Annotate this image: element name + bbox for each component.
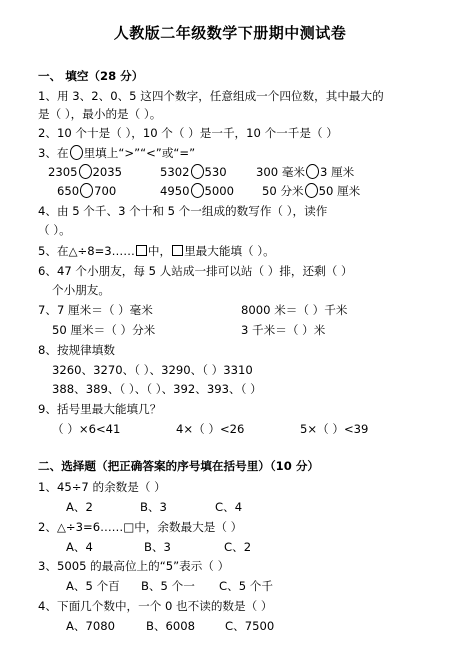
square-blank-icon (136, 245, 147, 256)
compare-item: 4950 5000 (160, 184, 235, 198)
q4-line2: （ ）。 (38, 223, 71, 237)
q6-line2: 个小朋友。 (52, 283, 110, 297)
q8-row1: 3260、3270、（ ）、3290、（ ）3310 (52, 363, 253, 377)
page-title: 人教版二年级数学下册期中测试卷 (113, 24, 347, 42)
c4-option: A、7080 (66, 619, 116, 633)
c2-option: A、4 (66, 540, 93, 554)
c4-option: B、6008 (146, 619, 196, 633)
compare-circle[interactable] (305, 183, 318, 198)
q7-item: 7、7 厘米＝（ ）毫米 (38, 303, 153, 317)
q9-item: 4×（ ）<26 (176, 422, 245, 436)
q9-item: （ ）×6<41 (52, 422, 121, 436)
q8-row2: 388、389、（ ）、（ ）、392、393、（ ） (52, 382, 262, 396)
q3-instruction (38, 145, 195, 161)
compare-circle[interactable] (79, 164, 92, 179)
q7-item: 3 千米＝（ ）米 (241, 323, 326, 337)
c1-option: A、2 (66, 500, 93, 514)
c1-option: B、3 (140, 500, 167, 514)
square-blank-icon (172, 245, 183, 256)
q8-heading: 8、按规律填数 (38, 343, 115, 357)
compare-circle[interactable] (306, 164, 319, 179)
section-2-heading: 二、选择题（把正确答案的序号填在括号里）（10 分） (38, 459, 320, 473)
compare-item: 5302 530 (160, 165, 227, 179)
c3-option: C、5 个千 (219, 579, 273, 593)
q5-text: 5、在△÷8=3…… 中， 里最大能填（ ）。 (38, 244, 275, 258)
c4-question: 4、下面几个数中，一个 0 也不读的数是（ ） (38, 599, 273, 613)
compare-item: 300 毫米 3 厘米 (256, 165, 355, 179)
q4-line1: 4、由 5 个千、3 个十和 5 个一组成的数写作（ ），读作 (38, 204, 328, 218)
q2-text: 2、10 个十是（ ），10 个（ ）是一千，10 个一千是（ ） (38, 126, 338, 140)
q7-item: 50 厘米＝（ ）分米 (52, 323, 156, 337)
c1-question: 1、45÷7 的余数是（ ） (38, 480, 166, 494)
c2-question: 2、△÷3=6……□中，余数最大是（ ） (38, 520, 243, 534)
q3-post: 里填上“>”“<”或“=” (83, 146, 196, 160)
compare-circle[interactable] (191, 183, 204, 198)
c2-option: C、2 (224, 540, 252, 554)
q1-line2: 是（ ），最小的是（ ）。 (38, 107, 162, 121)
compare-circle[interactable] (80, 183, 93, 198)
q7-item: 8000 米＝（ ）千米 (241, 303, 348, 317)
c3-option: A、5 个百 (66, 579, 120, 593)
q6-line1: 6、47 个小朋友，每 5 人站成一排可以站（ ）排，还剩（ ） (38, 264, 353, 278)
circle-blank-icon (70, 145, 83, 160)
q3-pre: 3、在 (38, 146, 69, 160)
compare-circle[interactable] (191, 164, 204, 179)
c3-question: 3、5005 的最高位上的“5”表示（ ） (38, 559, 230, 573)
q1-line1: 1、用 3、2、0、5 这四个数字，任意组成一个四位数，其中最大的 (38, 89, 384, 103)
compare-item: 50 分米 50 厘米 (262, 184, 361, 198)
q9-item: 5×（ ）<39 (300, 422, 369, 436)
c2-option: B、3 (144, 540, 171, 554)
compare-item: 2305 2035 (48, 165, 123, 179)
q9-heading: 9、括号里最大能填几？ (38, 402, 162, 416)
c1-option: C、4 (215, 500, 243, 514)
c3-option: B、5 个一 (141, 579, 195, 593)
section-1-heading: 一、 填空（28 分） (38, 69, 144, 83)
compare-item: 650 700 (57, 184, 117, 198)
c4-option: C、7500 (225, 619, 275, 633)
